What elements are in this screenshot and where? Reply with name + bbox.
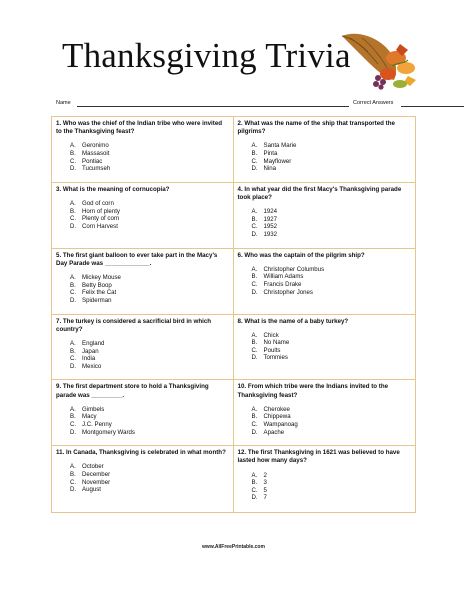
option-b[interactable] xyxy=(238,216,412,224)
option-c[interactable] xyxy=(238,281,412,289)
option-text: Massasoit xyxy=(82,150,110,157)
option-letter: C. xyxy=(70,289,77,297)
option-d[interactable] xyxy=(238,429,412,437)
option-a[interactable] xyxy=(238,406,412,414)
option-letter: B. xyxy=(251,479,258,487)
option-text: Mexico xyxy=(82,362,102,370)
option-letter: D. xyxy=(70,428,77,436)
option-letter: D. xyxy=(70,165,77,173)
option-letter: B. xyxy=(70,347,76,355)
option-d[interactable] xyxy=(56,486,229,494)
question-text: 2. What was the name of the ship that transported the pilgrims? xyxy=(237,120,395,136)
option-text: No Name xyxy=(263,339,290,347)
option-text: 7 xyxy=(263,494,267,502)
option-text: Corn Harvest xyxy=(82,222,118,230)
option-text: Nina xyxy=(263,165,277,173)
option-text: Chick xyxy=(263,331,279,339)
options-list xyxy=(238,266,412,296)
option-letter: D. xyxy=(251,494,258,502)
option-c[interactable] xyxy=(56,215,229,223)
options-list xyxy=(238,142,412,172)
option-letter: C. xyxy=(251,223,258,231)
option-letter: A. xyxy=(251,471,258,479)
option-letter: B. xyxy=(251,150,258,157)
question-card xyxy=(52,380,234,446)
option-c[interactable] xyxy=(56,289,229,297)
name-row xyxy=(56,100,416,112)
option-letter: B. xyxy=(251,273,258,281)
question-text: 9. The first department store to hold a Thanksgiving parade was _________. xyxy=(56,383,209,399)
option-letter: C. xyxy=(70,478,77,486)
option-letter: C. xyxy=(251,281,258,289)
option-c[interactable] xyxy=(56,421,229,429)
option-text: Pontiac xyxy=(82,157,103,165)
option-letter: C. xyxy=(70,420,77,428)
option-text: God of corn xyxy=(82,200,114,208)
option-text: November xyxy=(82,478,111,486)
option-b[interactable] xyxy=(238,479,412,487)
option-letter: D. xyxy=(70,296,77,304)
option-c[interactable] xyxy=(238,223,412,231)
option-text: Apache xyxy=(263,428,285,436)
option-a[interactable] xyxy=(238,332,412,340)
option-letter: A. xyxy=(70,142,76,150)
options-list xyxy=(238,332,412,362)
options-list xyxy=(56,340,229,370)
option-letter: A. xyxy=(70,339,76,347)
option-letter: A. xyxy=(70,200,76,208)
option-letter: A. xyxy=(251,142,258,150)
option-b[interactable] xyxy=(238,273,412,281)
correct-answers-label: Correct Answers xyxy=(353,100,394,106)
name-label: Name xyxy=(56,100,71,106)
option-c[interactable] xyxy=(56,355,229,363)
options-list xyxy=(238,208,412,238)
option-letter: C. xyxy=(251,486,258,494)
option-b[interactable] xyxy=(56,282,229,290)
options-list xyxy=(56,200,229,230)
option-c[interactable] xyxy=(56,479,229,487)
option-letter: B. xyxy=(251,413,258,421)
options-list xyxy=(56,406,229,436)
option-text: 2 xyxy=(263,471,267,479)
question-card xyxy=(52,249,234,315)
option-letter: B. xyxy=(70,150,76,157)
option-c[interactable] xyxy=(238,421,412,429)
question-text: 12. The first Thanksgiving in 1621 was believed to have lasted how many days? xyxy=(237,449,400,465)
option-text: Gimbels xyxy=(82,405,105,413)
option-letter: A. xyxy=(251,405,258,413)
option-text: Chippewa xyxy=(263,413,291,421)
option-a[interactable] xyxy=(238,142,412,150)
question-card xyxy=(234,183,416,249)
option-b[interactable] xyxy=(56,471,229,479)
option-text: Horn of plenty xyxy=(82,207,120,215)
question-text: 8. What is the name of a baby turkey? xyxy=(237,317,349,325)
options-list xyxy=(238,406,412,436)
option-text: Plenty of corn xyxy=(82,215,120,223)
cornucopia-image xyxy=(338,26,418,92)
option-d[interactable] xyxy=(56,297,229,305)
option-text: Santa Marie xyxy=(263,142,297,150)
option-text: Mickey Mouse xyxy=(82,274,121,282)
question-card xyxy=(52,446,234,512)
option-text: August xyxy=(82,486,101,494)
option-c[interactable] xyxy=(238,347,412,355)
option-text: Tommies xyxy=(263,354,288,362)
option-letter: A. xyxy=(70,274,76,282)
option-text: Betty Boop xyxy=(82,281,112,289)
options-list xyxy=(56,274,229,304)
option-text: Geronimo xyxy=(82,142,109,150)
option-text: Wampanoag xyxy=(263,420,298,428)
option-a[interactable] xyxy=(56,340,229,348)
option-text: Christopher Jones xyxy=(263,288,313,296)
option-text: 1927 xyxy=(263,215,278,223)
question-card xyxy=(234,117,416,183)
options-list xyxy=(56,463,229,493)
option-c[interactable] xyxy=(56,158,229,166)
option-c[interactable] xyxy=(238,158,412,166)
option-text: 1952 xyxy=(263,223,278,231)
option-letter: A. xyxy=(70,405,76,413)
option-b[interactable] xyxy=(238,150,412,158)
option-text: 3 xyxy=(263,479,267,487)
option-letter: B. xyxy=(70,281,76,289)
option-letter: A. xyxy=(251,265,258,273)
option-a[interactable] xyxy=(238,472,412,480)
option-text: 5 xyxy=(263,486,267,494)
option-letter: D. xyxy=(70,362,77,370)
option-text: Francis Drake xyxy=(263,281,302,289)
option-letter: D. xyxy=(251,354,258,362)
option-a[interactable] xyxy=(56,200,229,208)
option-d[interactable] xyxy=(238,494,412,502)
name-field[interactable] xyxy=(77,106,349,107)
option-letter: D. xyxy=(251,428,258,436)
question-text: 4. In what year did the first Macy's Thanksgiving parade took place? xyxy=(237,185,402,202)
question-card xyxy=(52,117,234,183)
option-text: J.C. Penny xyxy=(82,420,112,428)
option-text: Pinta xyxy=(263,150,278,157)
option-letter: B. xyxy=(70,470,76,478)
question-card xyxy=(52,183,234,249)
options-list xyxy=(238,472,412,502)
option-d[interactable] xyxy=(238,231,412,239)
option-a[interactable] xyxy=(238,266,412,274)
options-list xyxy=(56,142,229,172)
question-text: 6. Who was the captain of the pilgrim ship? xyxy=(237,251,365,259)
option-text: England xyxy=(82,339,105,347)
option-a[interactable] xyxy=(56,142,229,150)
option-letter: D. xyxy=(251,165,258,173)
question-card xyxy=(234,315,416,381)
option-text: Christopher Columbus xyxy=(263,265,325,273)
option-letter: B. xyxy=(70,413,76,421)
option-text: William Adams xyxy=(263,273,304,281)
option-letter: C. xyxy=(251,157,258,165)
option-letter: D. xyxy=(251,231,258,239)
option-letter: A. xyxy=(70,463,76,471)
option-d[interactable] xyxy=(56,223,229,231)
question-text: 5. The first giant balloon to ever take part in the Macy's Day Parade was _____________. xyxy=(56,251,218,267)
option-text: Spiderman xyxy=(82,296,112,304)
option-letter: D. xyxy=(251,288,258,296)
option-text: 1924 xyxy=(263,208,278,216)
option-letter: D. xyxy=(70,222,77,230)
option-a[interactable] xyxy=(56,274,229,282)
option-text: Japan xyxy=(82,347,99,355)
question-text: 3. What is the meaning of cornucopia? xyxy=(56,185,170,193)
question-card xyxy=(234,446,416,512)
option-d[interactable] xyxy=(56,165,229,173)
option-a[interactable] xyxy=(238,208,412,216)
option-b[interactable] xyxy=(56,150,229,158)
option-b[interactable] xyxy=(56,413,229,421)
option-letter: B. xyxy=(251,215,258,223)
question-text: 1. Who was the chief of the Indian tribe who were invited to the Thanksgiving feast? xyxy=(56,120,223,136)
option-a[interactable] xyxy=(56,406,229,414)
option-text: Felix the Cat xyxy=(82,289,117,297)
question-text: 10. From which tribe were the Indians invited to the Thanksgiving feast? xyxy=(237,383,389,399)
question-card xyxy=(52,315,234,381)
question-text: 11. In Canada, Thanksgiving is celebrated in what month? xyxy=(56,449,226,457)
option-text: India xyxy=(82,355,96,363)
option-c[interactable] xyxy=(238,487,412,495)
footer-url[interactable]: www.AllFreePrintable.com xyxy=(202,544,265,550)
option-text: Cherokee xyxy=(263,405,290,413)
option-letter: C. xyxy=(70,355,77,363)
correct-answers-field[interactable] xyxy=(401,106,464,107)
option-text: October xyxy=(82,463,104,471)
option-b[interactable] xyxy=(238,339,412,347)
option-text: Poults xyxy=(263,346,281,354)
option-letter: C. xyxy=(251,346,258,354)
option-letter: B. xyxy=(70,207,76,215)
option-text: Mayflower xyxy=(263,157,292,165)
option-b[interactable] xyxy=(238,413,412,421)
option-letter: C. xyxy=(251,420,258,428)
option-text: Macy xyxy=(82,413,97,421)
option-a[interactable] xyxy=(56,463,229,471)
option-text: Montgomery Wards xyxy=(82,428,135,436)
option-b[interactable] xyxy=(56,348,229,356)
option-d[interactable] xyxy=(56,429,229,437)
option-letter: A. xyxy=(251,208,258,216)
option-d[interactable] xyxy=(238,165,412,173)
question-card xyxy=(234,380,416,446)
option-letter: C. xyxy=(70,157,77,165)
option-d[interactable] xyxy=(238,354,412,362)
option-text: Tucumseh xyxy=(82,165,111,173)
question-card xyxy=(234,249,416,315)
option-text: December xyxy=(82,470,111,478)
option-letter: A. xyxy=(251,331,258,339)
option-b[interactable] xyxy=(56,208,229,216)
option-text: 1932 xyxy=(263,231,278,239)
option-d[interactable] xyxy=(56,363,229,371)
option-letter: D. xyxy=(70,486,77,494)
option-letter: C. xyxy=(70,215,77,223)
page-title: Thanksgiving Trivia xyxy=(62,36,351,75)
option-letter: B. xyxy=(251,339,258,347)
question-grid xyxy=(51,116,416,513)
option-d[interactable] xyxy=(238,289,412,297)
question-text: 7. The turkey is considered a sacrificial bird in which country? xyxy=(56,317,212,333)
